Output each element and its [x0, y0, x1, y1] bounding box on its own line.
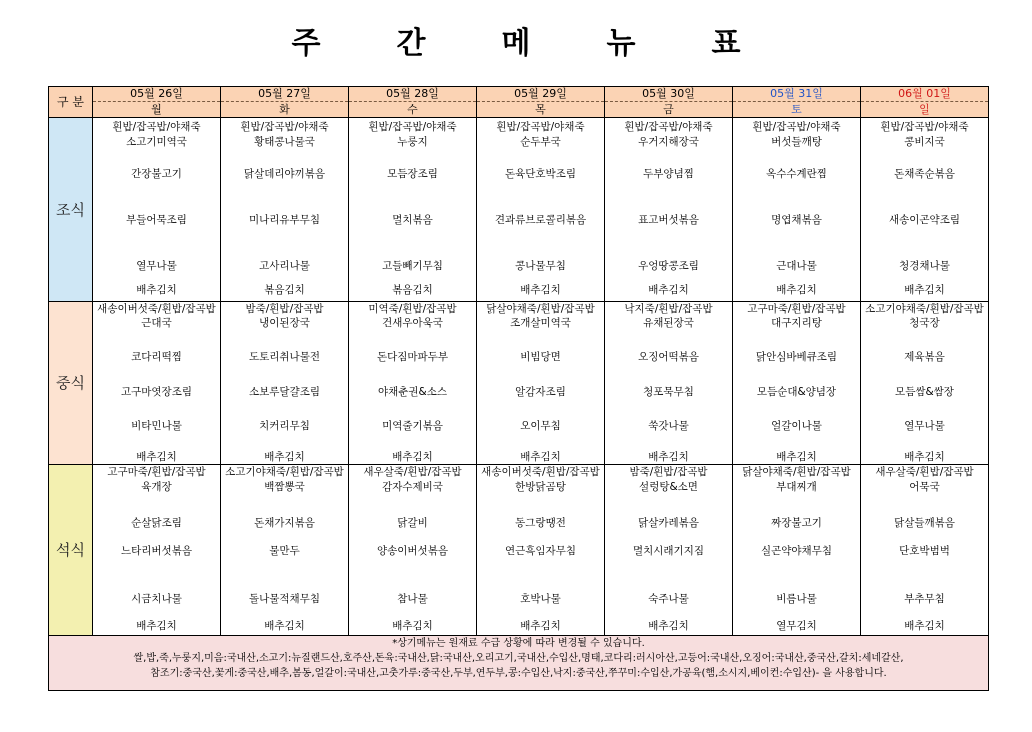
menu-item: 닭갈비: [397, 517, 428, 529]
menu-item: 두부양념찜: [643, 168, 694, 180]
menu-item: 코다리떡찜: [131, 351, 182, 363]
menu-item: 대구지리탕: [771, 317, 822, 329]
menu-item: 배추김치: [264, 620, 305, 632]
menu-item: 순두부국: [520, 136, 561, 148]
page-title: [0, 18, 1032, 62]
menu-item: 미나리유부무침: [248, 214, 320, 226]
menu-item: 얼갈이나물: [771, 420, 822, 432]
menu-item: 어묵국: [909, 481, 940, 493]
menu-item: 돌나물적채무침: [248, 593, 320, 605]
menu-item: 볶음김치: [392, 284, 433, 296]
menu-item: 배추김치: [520, 620, 561, 632]
menu-item: 닭살들깨볶음: [894, 517, 955, 529]
menu-item: 모듬순대&양념장: [756, 386, 837, 398]
menu-item: 미역죽/흰밥/잡곡밥: [368, 303, 457, 315]
menu-item: 멸치시래기지짐: [632, 545, 704, 557]
menu-item: 호박나물: [520, 593, 561, 605]
day-weekday: 일: [919, 103, 930, 116]
meal-label: 조식: [49, 118, 93, 302]
menu-item: 돈채가지볶음: [254, 517, 315, 529]
menu-item: 소고기야채죽/흰밥/잡곡밥: [865, 303, 984, 315]
menu-item: 쑥갓나물: [648, 420, 689, 432]
menu-item: 고구마엿장조림: [120, 386, 192, 398]
day-header: [221, 87, 349, 118]
day-header: [605, 87, 733, 118]
day-date: 05월 26일: [93, 87, 220, 102]
menu-item: 순살닭조림: [131, 517, 182, 529]
menu-item: 실곤약야채무침: [760, 545, 832, 557]
header-label: 구 분: [49, 87, 93, 118]
menu-item: 견과류브로콜리볶음: [494, 214, 587, 226]
menu-item: 닭살야채죽/흰밥/잡곡밥: [742, 466, 851, 478]
menu-item: 콩비지국: [904, 136, 945, 148]
menu-item: 닭안심바베큐조림: [755, 351, 838, 363]
menu-item: 우엉땅콩조림: [638, 260, 699, 272]
day-weekday: 월: [151, 103, 162, 116]
menu-item: 옥수수계란찜: [766, 168, 827, 180]
menu-item: 열무김치: [776, 620, 817, 632]
notice-line: *상기메뉴는 원재료 수급 상황에 따라 변경될 수 있습니다.: [392, 638, 645, 649]
menu-item: 소고기미역국: [126, 136, 187, 148]
menu-item: 돈채족순볶음: [894, 168, 955, 180]
menu-cell: [733, 302, 861, 465]
menu-item: 배추김치: [520, 451, 561, 463]
menu-item: 배추김치: [136, 284, 177, 296]
menu-item: 모듬쌈&쌈장: [895, 386, 954, 398]
menu-item: 배추김치: [392, 451, 433, 463]
menu-item: 누룽지: [397, 136, 428, 148]
menu-item: 낙지죽/흰밥/잡곡밥: [624, 303, 713, 315]
menu-item: 알감자조림: [515, 386, 566, 398]
day-weekday: 토: [791, 103, 802, 116]
menu-item: 명엽채볶음: [771, 214, 822, 226]
menu-item: 제육볶음: [904, 351, 945, 363]
menu-cell: [93, 118, 221, 302]
day-header: [349, 87, 477, 118]
menu-item: 부들어묵조림: [126, 214, 187, 226]
meal-row-dinner: [49, 465, 989, 636]
menu-item: 버섯들깨탕: [771, 136, 822, 148]
title-char: 뉴: [606, 26, 636, 61]
notice-row: [49, 636, 989, 691]
notice-line: 쌀,밥,죽,누룽지,미음:국내산,소고기:뉴질랜드산,호주산,돈육:국내산,닭:국내산,오리고기,국내산,수입산,명태,코다리:러시아산,고등어:국내산,오징어:국내산,중국산,갈치:세네갈산,: [133, 653, 904, 664]
meal-row-lunch: [49, 302, 989, 465]
menu-item: 청경채나물: [899, 260, 950, 272]
menu-cell: [349, 465, 477, 636]
menu-item: 오이무침: [520, 420, 561, 432]
meal-label: 중식: [49, 302, 93, 465]
menu-cell: [861, 465, 989, 636]
day-date: 05월 30일: [605, 87, 732, 102]
menu-item: 배추김치: [648, 620, 689, 632]
menu-item: 열무나물: [904, 420, 945, 432]
menu-item: 돈다짐마파두부: [376, 351, 448, 363]
menu-item: 건새우아욱국: [382, 317, 443, 329]
menu-item: 오징어떡볶음: [638, 351, 699, 363]
menu-item: 시금치나물: [131, 593, 182, 605]
menu-item: 배추김치: [776, 284, 817, 296]
menu-cell: [605, 465, 733, 636]
day-header-sunday: [861, 87, 989, 118]
menu-item: 치커리무침: [259, 420, 310, 432]
menu-cell: [93, 302, 221, 465]
menu-item: 냉이된장국: [259, 317, 310, 329]
menu-item: 연근흑임자무침: [504, 545, 576, 557]
menu-cell: [861, 302, 989, 465]
menu-item: 한방닭곰탕: [515, 481, 566, 493]
menu-item: 흰밥/잡곡밥/야채죽: [112, 121, 201, 133]
menu-cell: [861, 118, 989, 302]
notice-line: 참조기:중국산,꽃게:중국산,배추,봄동,얼갈이:국내산,고춧가루:중국산,두부,연두부,콩:수입산,낙지:중국산,쭈꾸미:수입산,가공육(햄,소시지,베이컨:수입산)- 을 사용합니다.: [150, 668, 887, 679]
title-char: 표: [711, 26, 741, 61]
menu-item: 새송이버섯죽/흰밥/잡곡밥: [97, 303, 216, 315]
menu-item: 밤죽/흰밥/잡곡밥: [245, 303, 324, 315]
menu-item: 흰밥/잡곡밥/야채죽: [368, 121, 457, 133]
menu-item: 야채춘권&소스: [377, 386, 448, 398]
day-weekday: 화: [279, 103, 290, 116]
menu-item: 배추김치: [904, 620, 945, 632]
menu-item: 청포묵무침: [643, 386, 694, 398]
menu-item: 참나물: [397, 593, 428, 605]
menu-item: 흰밥/잡곡밥/야채죽: [752, 121, 841, 133]
menu-item: 배추김치: [136, 451, 177, 463]
menu-item: 유채된장국: [643, 317, 694, 329]
menu-item: 새우살죽/흰밥/잡곡밥: [363, 466, 462, 478]
menu-item: 배추김치: [264, 451, 305, 463]
menu-item: 황태콩나물국: [254, 136, 315, 148]
menu-item: 조개살미역국: [510, 317, 571, 329]
menu-item: 흰밥/잡곡밥/야채죽: [880, 121, 969, 133]
menu-item: 배추김치: [392, 620, 433, 632]
menu-item: 흰밥/잡곡밥/야채죽: [240, 121, 329, 133]
menu-item: 배추김치: [520, 284, 561, 296]
menu-item: 볶음김치: [264, 284, 305, 296]
weekly-menu-table: [48, 86, 989, 691]
menu-item: 닭살야채죽/흰밥/잡곡밥: [486, 303, 595, 315]
menu-item: 비빔당면: [520, 351, 561, 363]
menu-item: 미역줄기볶음: [382, 420, 443, 432]
menu-item: 새송이버섯죽/흰밥/잡곡밥: [481, 466, 600, 478]
menu-item: 배추김치: [648, 284, 689, 296]
menu-item: 부대찌개: [776, 481, 817, 493]
menu-item: 열무나물: [136, 260, 177, 272]
menu-cell: [93, 465, 221, 636]
menu-item: 소보루달걀조림: [248, 386, 320, 398]
day-weekday: 목: [535, 103, 546, 116]
day-date: 06월 01일: [861, 87, 988, 102]
menu-cell: [733, 465, 861, 636]
menu-cell: [605, 302, 733, 465]
menu-item: 백짬뽕국: [264, 481, 305, 493]
menu-item: 돈육단호박조림: [504, 168, 576, 180]
menu-item: 단호박범벅: [899, 545, 950, 557]
meal-row-breakfast: [49, 118, 989, 302]
menu-item: 근대나물: [776, 260, 817, 272]
menu-cell: [349, 302, 477, 465]
menu-item: 닭살카레볶음: [638, 517, 699, 529]
menu-item: 간장불고기: [131, 168, 182, 180]
menu-item: 표고버섯볶음: [638, 214, 699, 226]
menu-item: 비름나물: [776, 593, 817, 605]
menu-item: 새우살죽/흰밥/잡곡밥: [875, 466, 974, 478]
menu-cell: [349, 118, 477, 302]
day-weekday: 수: [407, 103, 418, 116]
day-header: [477, 87, 605, 118]
menu-item: 근대국: [141, 317, 172, 329]
menu-item: 느타리버섯볶음: [120, 545, 192, 557]
menu-item: 닭살데리야끼볶음: [243, 168, 326, 180]
menu-item: 고사리나물: [259, 260, 310, 272]
menu-item: 설렁탕&소면: [639, 481, 698, 493]
day-weekday: 금: [663, 103, 674, 116]
menu-item: 짜장불고기: [771, 517, 822, 529]
menu-item: 청국장: [909, 317, 940, 329]
menu-item: 숙주나물: [648, 593, 689, 605]
menu-item: 육개장: [141, 481, 172, 493]
menu-cell: [221, 302, 349, 465]
title-char: 주: [291, 26, 321, 61]
menu-item: 배추김치: [904, 451, 945, 463]
title-char: 메: [501, 26, 531, 61]
menu-item: 고구마죽/흰밥/잡곡밥: [747, 303, 846, 315]
menu-item: 부추무침: [904, 593, 945, 605]
menu-item: 배추김치: [648, 451, 689, 463]
header-row: [49, 87, 989, 118]
day-date: 05월 31일: [733, 87, 860, 102]
menu-cell: [477, 302, 605, 465]
menu-item: 배추김치: [136, 620, 177, 632]
menu-item: 모듬장조림: [387, 168, 438, 180]
day-header-saturday: [733, 87, 861, 118]
menu-item: 비타민나물: [131, 420, 182, 432]
day-date: 05월 27일: [221, 87, 348, 102]
menu-item: 동그랑땡전: [515, 517, 566, 529]
menu-item: 흰밥/잡곡밥/야채죽: [496, 121, 585, 133]
menu-cell: [221, 118, 349, 302]
menu-item: 양송이버섯볶음: [376, 545, 448, 557]
menu-item: 우거지해장국: [638, 136, 699, 148]
day-date: 05월 29일: [477, 87, 604, 102]
notice-cell: [49, 636, 989, 691]
title-char: 간: [396, 26, 426, 61]
menu-cell: [733, 118, 861, 302]
menu-item: 배추김치: [776, 451, 817, 463]
menu-item: 밤죽/흰밥/잡곡밥: [629, 466, 708, 478]
menu-cell: [221, 465, 349, 636]
menu-item: 배추김치: [904, 284, 945, 296]
menu-item: 새송이곤약조림: [888, 214, 960, 226]
menu-cell: [605, 118, 733, 302]
day-header: [93, 87, 221, 118]
menu-item: 소고기야채죽/흰밥/잡곡밥: [225, 466, 344, 478]
menu-item: 고구마죽/흰밥/잡곡밥: [107, 466, 206, 478]
menu-item: 감자수제비국: [382, 481, 443, 493]
menu-item: 콩나물무침: [515, 260, 566, 272]
menu-item: 도토리취나물전: [248, 351, 320, 363]
menu-cell: [477, 118, 605, 302]
menu-item: 멸치볶음: [392, 214, 433, 226]
meal-label: 석식: [49, 465, 93, 636]
menu-item: 물만두: [269, 545, 300, 557]
menu-item: 고들빼기무침: [382, 260, 443, 272]
menu-cell: [477, 465, 605, 636]
day-date: 05월 28일: [349, 87, 476, 102]
menu-item: 흰밥/잡곡밥/야채죽: [624, 121, 713, 133]
